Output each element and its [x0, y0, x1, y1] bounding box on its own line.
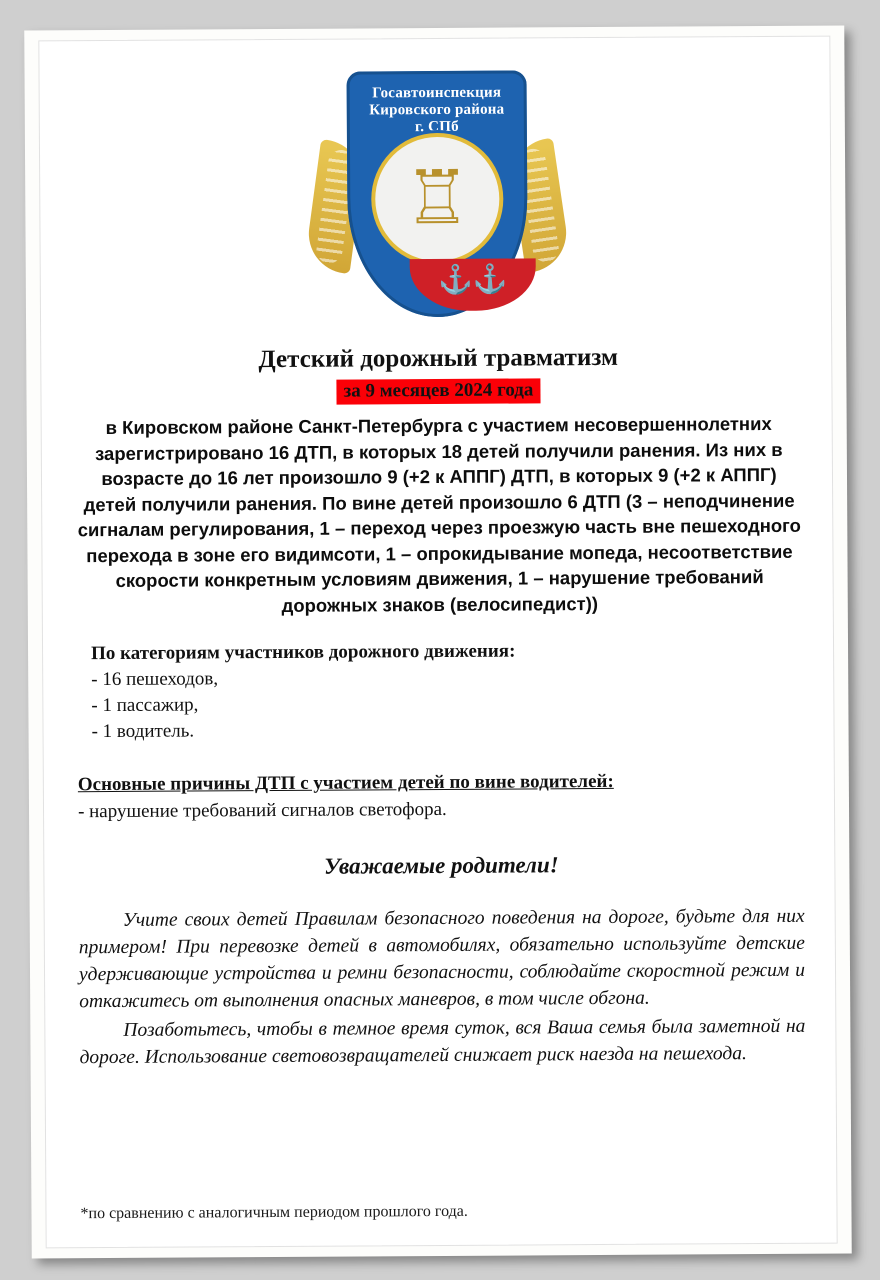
emblem-inner-disc [375, 137, 500, 262]
emblem-title [347, 84, 527, 136]
emblem-ribbon [410, 258, 536, 311]
emblem-container [74, 69, 802, 335]
double-headed-eagle-icon: ♖ [403, 157, 471, 241]
categories-section [77, 637, 804, 745]
page-title: Детский дорожный травматизм [258, 343, 619, 374]
list-item: - нарушение требований сигналов светофора. [77, 798, 447, 823]
period-badge: за 9 месяцев 2024 года [336, 378, 540, 404]
advice-body [79, 903, 806, 1071]
categories-heading: По категориям участников дорожного движения: [91, 640, 516, 665]
emblem-title-line-2: Кировского района [369, 101, 505, 119]
advice-paragraph-2: Позаботьтесь, чтобы в темное время суток, вся Ваша семья была заметной на дороге. Использование световозвращателей снижает риск наезда на пешехода. [79, 1015, 806, 1069]
list-item: - 16 пешеходов, [91, 668, 219, 691]
causes-section [78, 767, 804, 825]
crossed-anchors-icon: ⚓⚓ [437, 264, 508, 296]
paper-sheet-inner [38, 36, 837, 1249]
period-highlight-row [75, 377, 801, 406]
emblem-title-line-1: Госавтоинспекция [372, 84, 502, 102]
document-content [73, 51, 805, 1071]
causes-heading: Основные причины ДТП с участием детей по вине водителей: [77, 770, 614, 796]
advice-paragraph-1: Учите своих детей Правилам безопасного поведения на дороге, будьте для них примером! При перевозке детей в автомобилях, обязательно используйте детские удерживающие устройства и ремни безопасности, соблюдайте скоростной режим и откажитесь от выполнения опасных маневров, в том числе обгона. [78, 905, 806, 1013]
summary-paragraph: в Кировском районе Санкт-Петербурга с участием несовершеннолетних зарегистрировано 16 ДТП, в которых 18 детей получили ранения. Из них в возрасте до 16 лет произошло 9 (+2 к АППГ) ДТП, в которых 9 (+2 к АППГ) детей получили ранения. По вине детей произошло 6 ДТП (3 – неподчинение сигналам регулирования, 1 – переход через проезжую часть вне пешеходного перехода в зоне его видимсоти, 1 – опрокидывание мопеда, несоответствие скорости конкретным условиям движения, 1 – нарушение требований дорожных знаков (велосипедист)) [77, 412, 801, 616]
appeal-heading: Уважаемые родители! [323, 852, 559, 879]
shield-icon [347, 70, 528, 317]
gibdd-shield-emblem [312, 70, 564, 334]
emblem-title-line-3: г. СПб [414, 118, 459, 136]
footnote: *по сравнению с аналогичным периодом прошлого года. [80, 1202, 468, 1223]
list-item: - 1 водитель. [91, 720, 195, 743]
paper-sheet [24, 26, 851, 1259]
list-item: - 1 пассажир, [91, 694, 199, 717]
